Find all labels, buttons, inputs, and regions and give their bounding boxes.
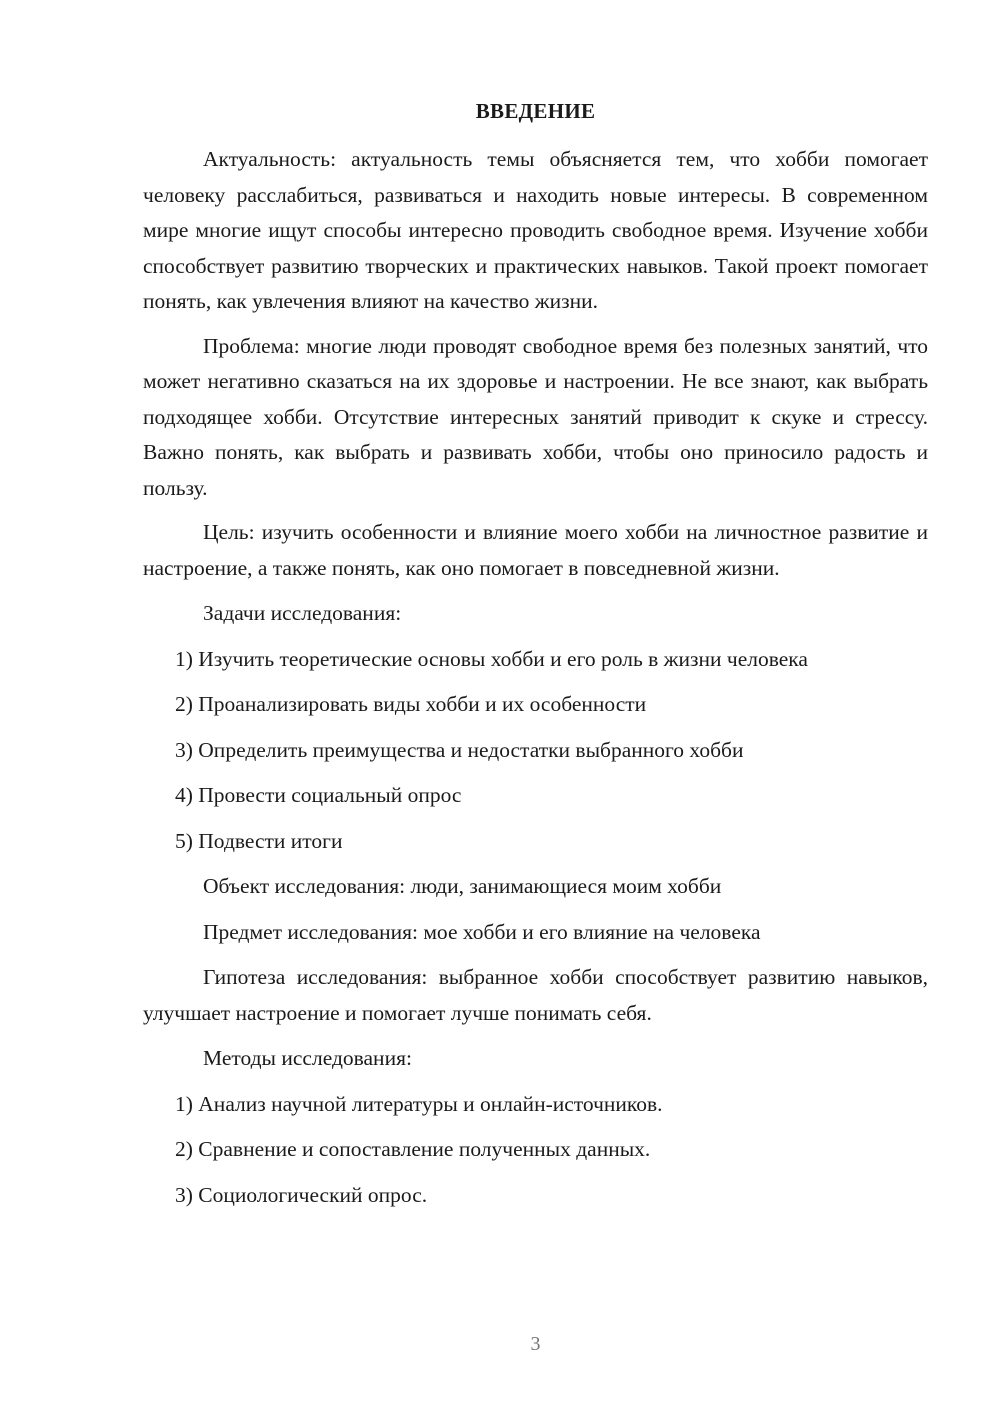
problem-paragraph: Проблема: многие люди проводят свободное время без полезных занятий, что может негативно сказаться на их здоровье и настроении. Не все знают, как выбрать подходящее хобби. Отсутствие интересных занятий приводит к скуке и стрессу. Важно понять, как выбрать и развивать хобби, чтобы оно приносило радость и пользу. (143, 333, 928, 500)
method-item: 1) Анализ научной литературы и онлайн-источников. (175, 1091, 663, 1116)
task-item: 4) Провести социальный опрос (175, 783, 462, 807)
method-item: 2) Сравнение и сопоставление полученных данных. (175, 1137, 651, 1161)
task-item: 3) Определить преимущества и недостатки выбранного хобби (175, 737, 744, 762)
relevance-paragraph: Актуальность: актуальность темы объясняется тем, что хобби помогает человеку расслабиться, развиваться и находить новые интересы. В современном мире многие ищут способы интересно проводить свободное время. Изучение хобби способствует развитию творческих и практических навыков. Такой проект помогает понять, как увлечения влияют на качество жизни. (143, 147, 928, 313)
hypothesis-paragraph: Гипотеза исследования: выбранное хобби способствует развитию навыков, улучшает настроение и помогает лучше понимать себя. (143, 965, 928, 1025)
page-number: 3 (530, 1333, 541, 1355)
document-page (143, 0, 928, 1414)
goal-paragraph: Цель: изучить особенности и влияние моего хобби на личностное развитие и настроение, а также понять, как оно помогает в повседневной жизни. (143, 520, 928, 580)
method-item: 3) Социологический опрос. (175, 1182, 428, 1207)
task-item: 1) Изучить теоретические основы хобби и его роль в жизни человека (175, 646, 808, 671)
methods-heading: Методы исследования: (203, 1046, 412, 1070)
page-title: ВВЕДЕНИЕ (475, 99, 596, 123)
task-item: 5) Подвести итоги (175, 828, 343, 853)
tasks-heading: Задачи исследования: (203, 601, 402, 625)
research-object: Объект исследования: люди, занимающиеся моим хобби (203, 874, 722, 898)
task-item: 2) Проанализировать виды хобби и их особенности (175, 692, 647, 716)
research-subject: Предмет исследования: мое хобби и его влияние на человека (203, 919, 761, 944)
document-body (143, 142, 928, 1213)
